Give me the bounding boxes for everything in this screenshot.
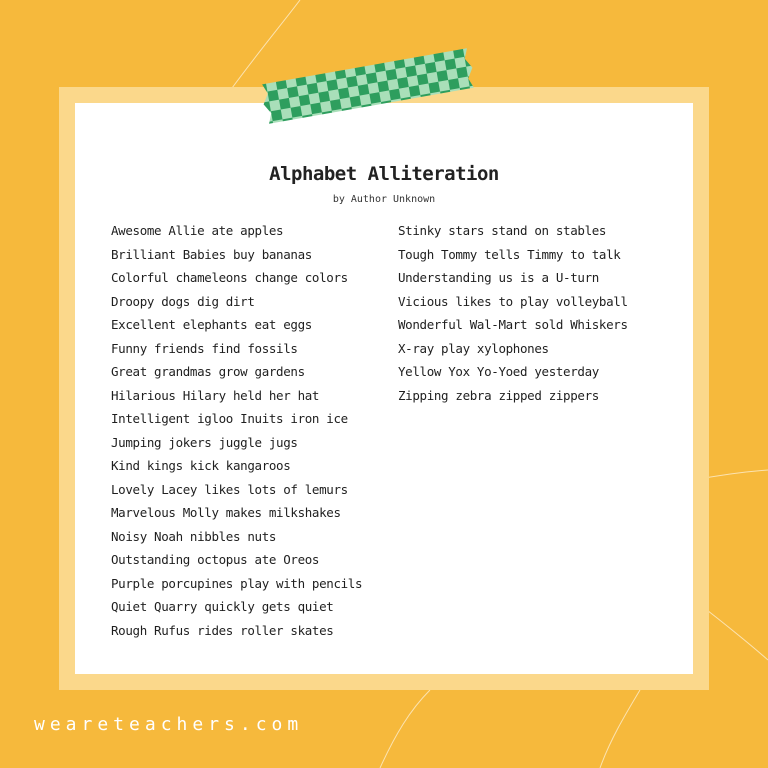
poem-line: Colorful chameleons change colors bbox=[111, 270, 348, 285]
poem-line: Jumping jokers juggle jugs bbox=[111, 434, 298, 450]
poem-line: Vicious likes to play volleyball bbox=[398, 293, 628, 309]
poem-line: Kind kings kick kangaroos bbox=[111, 458, 291, 473]
poem-line: Great grandmas grow gardens bbox=[111, 364, 305, 379]
poem-line: Droopy dogs dig dirt bbox=[111, 293, 255, 309]
poem-line: Marvelous Molly makes milkshakes bbox=[111, 505, 341, 520]
poem-line: Outstanding octopus ate Oreos bbox=[111, 552, 320, 567]
poem-line: Lovely Lacey likes lots of lemurs bbox=[111, 481, 348, 497]
poem-line: Noisy Noah nibbles nuts bbox=[111, 528, 277, 544]
poem-line: Understanding us is a U-turn bbox=[398, 270, 599, 285]
poem-line: Rough Rufus rides roller skates bbox=[111, 622, 334, 638]
poem-line: Stinky stars stand on stables bbox=[398, 223, 607, 238]
poem-line: Brilliant Babies buy bananas bbox=[111, 246, 312, 262]
poem-line: Zipping zebra zipped zippers bbox=[398, 387, 599, 403]
poem-line: Yellow Yox Yo-Yoed yesterday bbox=[398, 364, 599, 379]
poem-line: Tough Tommy tells Timmy to talk bbox=[398, 246, 621, 262]
poem-left-column bbox=[111, 219, 362, 642]
poem-line: Wonderful Wal-Mart sold Whiskers bbox=[398, 317, 628, 332]
poem-title: Alphabet Alliteration bbox=[269, 163, 499, 185]
poem-byline: by Author Unknown bbox=[332, 194, 436, 205]
poem-line: Purple porcupines play with pencils bbox=[111, 575, 363, 591]
poem-line: Quiet Quarry quickly gets quiet bbox=[111, 599, 334, 614]
poem-line: Excellent elephants eat eggs bbox=[111, 317, 312, 332]
poem-line: X-ray play xylophones bbox=[398, 340, 549, 356]
poem-line: Hilarious Hilary held her hat bbox=[111, 387, 320, 403]
brand-watermark: weareteachers.com bbox=[34, 714, 304, 735]
washi-tape-decoration bbox=[258, 44, 478, 128]
poem-right-column bbox=[398, 219, 628, 407]
poem-line: Awesome Allie ate apples bbox=[111, 223, 284, 238]
poem-line: Intelligent igloo Inuits iron ice bbox=[111, 411, 348, 426]
poem-line: Funny friends find fossils bbox=[111, 340, 298, 356]
